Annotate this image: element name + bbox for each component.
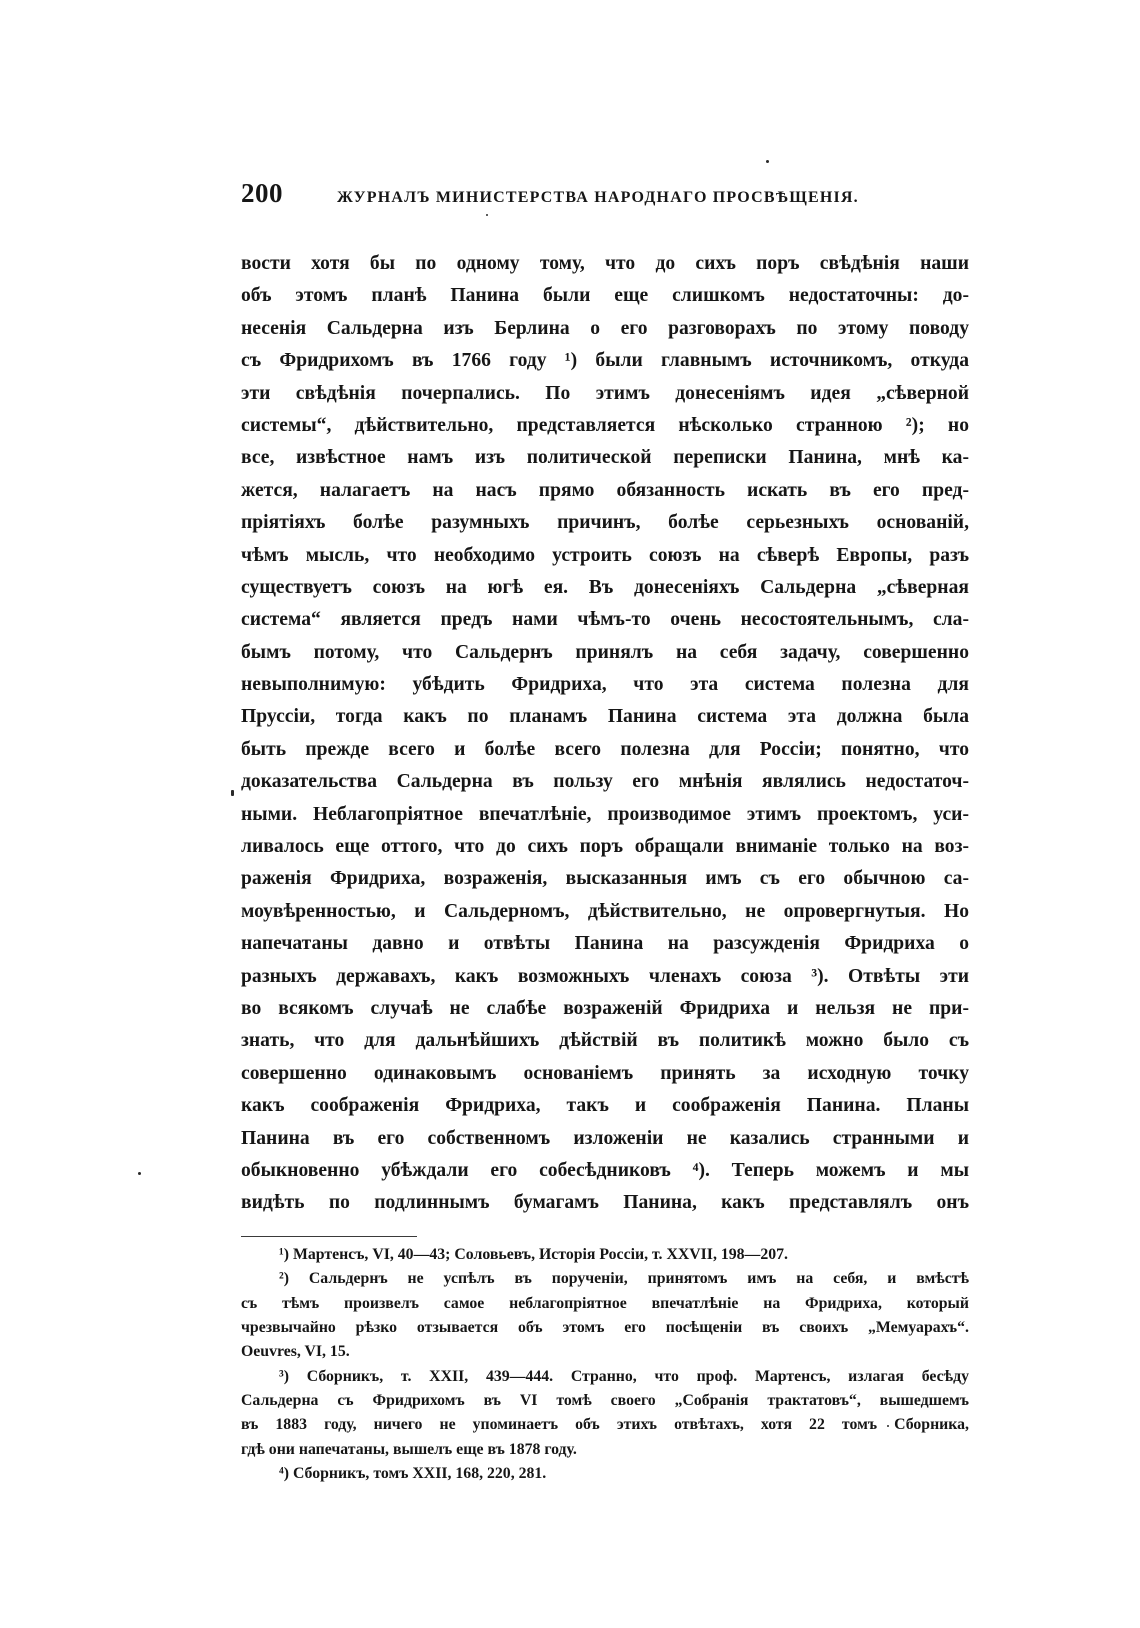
- text-line: ными. Неблагопріятное впечатлѣніе, производимое этимъ проектомъ, уси-: [241, 803, 969, 825]
- text-line: съ Фридрихомъ въ 1766 году ¹) были главнымъ источникомъ, откуда: [241, 350, 969, 372]
- text-line: существуетъ союзъ на югѣ ея. Въ донесеніяхъ Сальдерна „сѣверная: [241, 576, 969, 598]
- text-line: невыполнимую: убѣдить Фридриха, что эта система полезна для: [241, 674, 969, 696]
- footnotes: [241, 1243, 969, 1487]
- text-line: Панина въ его собственномъ изложеніи не казались странными и: [241, 1127, 969, 1149]
- text-line: моувѣренностью, и Сальдерномъ, дѣйствительно, не опровергнутыя. Но: [241, 900, 969, 922]
- text-line: доказательства Сальдерна въ пользу его мнѣнія являлись недостаточ-: [241, 771, 969, 793]
- footnote-2-line: Oeuvres, VI, 15.: [241, 1343, 350, 1361]
- text-line: совершенно одинаковымъ основаніемъ принять за исходную точку: [241, 1062, 969, 1084]
- text-line: жется, налагаетъ на насъ прямо обязанность искать въ его пред-: [241, 479, 969, 501]
- text-line: напечатаны давно и отвѣты Панина на разсужденія Фридриха о: [241, 933, 969, 955]
- text-line: знать, что для дальнѣйшихъ дѣйствій въ политикѣ можно было съ: [241, 1030, 969, 1052]
- text-line: какъ соображенія Фридриха, такъ и соображенія Панина. Планы: [241, 1095, 969, 1117]
- footnote-divider: [241, 1236, 417, 1237]
- text-line: ливалось еще оттого, что до сихъ поръ обращали вниманіе только на воз-: [241, 836, 969, 858]
- footnote-2: ²) Сальдернъ не успѣлъ въ порученіи, принятомъ имъ на себя, и вмѣстѣ: [279, 1270, 969, 1288]
- journal-page: [241, 178, 969, 1487]
- text-line: раженія Фридриха, возраженія, высказанныя имъ съ его обычною са-: [241, 868, 969, 890]
- text-line: все, извѣстное намъ изъ политической переписки Панина, мнѣ ка-: [241, 447, 969, 469]
- footnote-2-line: чрезвычайно рѣзко отзывается объ этомъ его посѣщеніи въ своихъ „Мемуарахъ“.: [241, 1318, 969, 1336]
- footnote-3-line: Сальдерна съ Фридрихомъ въ VI томѣ своего „Собранія трактатовъ“, вышедшемъ: [241, 1392, 969, 1410]
- text-line: пріятіяхъ болѣе разумныхъ причинъ, болѣе серьезныхъ основаній,: [241, 512, 969, 534]
- text-line: системы“, дѣйствительно, представляется нѣсколько странною ²); но: [241, 414, 969, 436]
- footnote-3: ³) Сборникъ, т. XXII, 439—444. Странно, что проф. Мартенсъ, излагая бесѣду: [279, 1367, 969, 1385]
- text-line: во всякомъ случаѣ не слабѣе возраженій Фридриха и нельзя не при-: [241, 997, 969, 1019]
- text-line: быть прежде всего и болѣе всего полезна для Россіи; понятно, что: [241, 738, 969, 760]
- text-line: разныхъ державахъ, какъ возможныхъ членахъ союза ³). Отвѣты эти: [241, 965, 969, 987]
- running-head: ЖУРНАЛЪ МИНИСТЕРСТВА НАРОДНАГО ПРОСВѢЩЕНІЯ.: [337, 189, 859, 206]
- text-line: система“ является предъ нами чѣмъ-то очень несостоятельнымъ, сла-: [241, 609, 969, 631]
- page-number: 200: [241, 178, 283, 208]
- text-line: эти свѣдѣнія почерпались. По этимъ донесеніямъ идея „сѣверной: [241, 382, 969, 404]
- text-line: объ этомъ планѣ Панина были еще слишкомъ недостаточны: до-: [241, 285, 969, 307]
- footnote-2-line: съ тѣмъ произвелъ самое неблагопріятное впечатлѣніе на Фридриха, который: [241, 1294, 969, 1312]
- footnote-3-line: въ 1883 году, ничего не упоминаетъ объ этихъ отвѣтахъ, хотя 22 томъ Сборника,: [241, 1416, 969, 1434]
- text-line: чѣмъ мысль, что необходимо устроить союзъ на сѣверѣ Европы, разъ: [241, 544, 969, 566]
- footnote-4: ⁴) Сборникъ, томъ XXII, 168, 220, 281.: [279, 1465, 547, 1483]
- text-line: бымъ потому, что Сальдернъ принялъ на себя задачу, совершенно: [241, 641, 969, 663]
- footnote-1: ¹) Мартенсъ, VI, 40—43; Соловьевъ, Исторія Россіи, т. XXVII, 198—207.: [279, 1245, 788, 1263]
- text-line: несенія Сальдерна изъ Берлина о его разговорахъ по этому поводу: [241, 317, 969, 339]
- text-line: видѣть по подлиннымъ бумагамъ Панина, какъ представлялъ онъ: [241, 1192, 969, 1214]
- text-line: обыкновенно убѣждали его собесѣдниковъ ⁴). Теперь можемъ и мы: [241, 1159, 969, 1181]
- text-line: вости хотя бы по одному тому, что до сихъ поръ свѣдѣнія наши: [241, 253, 969, 274]
- text-line: Пруссіи, тогда какъ по планамъ Панина система эта должна была: [241, 706, 969, 728]
- footnote-3-line: гдѣ они напечатаны, вышелъ еще въ 1878 году.: [241, 1440, 577, 1458]
- main-text: [241, 248, 969, 1220]
- page-header: [241, 178, 969, 226]
